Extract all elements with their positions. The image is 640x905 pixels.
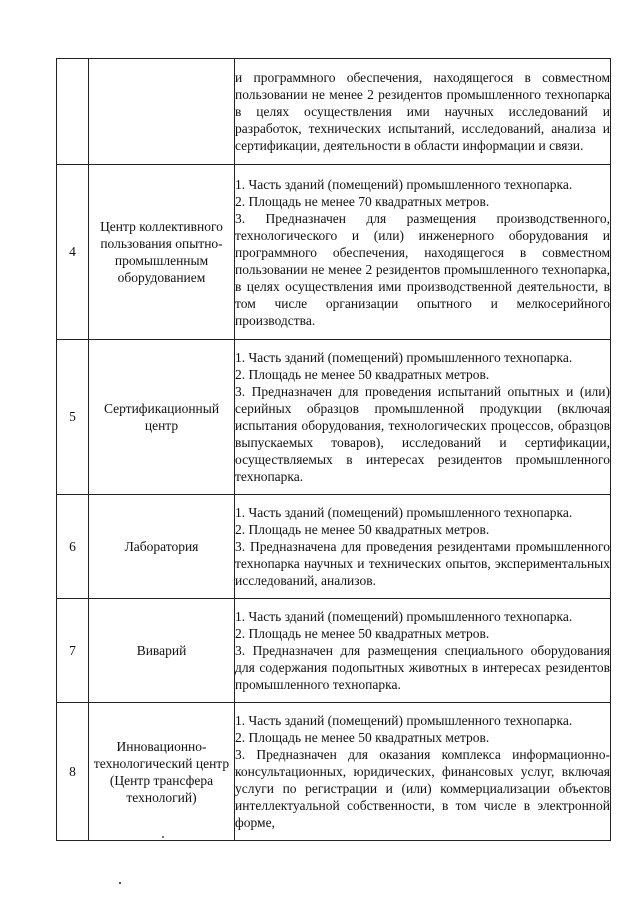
- row-description: [235, 703, 611, 841]
- row-number: 8: [57, 703, 89, 841]
- table-row: [57, 340, 611, 495]
- description-paragraph: 1. Часть зданий (помещений) промышленного технопарка.: [235, 713, 573, 728]
- row-name: Центр коллективного пользования опытно-промышленным оборудованием: [89, 165, 235, 340]
- row-description: [235, 59, 611, 165]
- description-paragraph: 2. Площадь не менее 70 квадратных метров.: [235, 193, 490, 209]
- row-name: Инновационно-технологический центр (Центр трансфера технологий): [89, 703, 235, 841]
- description-paragraph: 2. Площадь не менее 50 квадратных метров.: [235, 522, 490, 537]
- document-table: [56, 58, 611, 841]
- description-paragraph: 3. Предназначена для проведения резидентами промышленного технопарка научных и технических опытов, экспериментальных исследований, анализов.: [235, 539, 610, 588]
- scan-speck: [119, 882, 121, 884]
- description-paragraph: и программного обеспечения, находящегося в совместном пользовании не менее 2 резидентов промышленного технопарка в целях осуществления ими научных исследований и разработок, технических испытаний, исследований, анализа и сертификации, деятельности в области информации и связи.: [235, 70, 610, 153]
- row-name: Сертификационный центр: [89, 340, 235, 495]
- row-name: [89, 59, 235, 165]
- row-number: 5: [57, 340, 89, 495]
- row-description: [235, 599, 611, 703]
- row-name: Лаборатория: [89, 495, 235, 599]
- row-number: [57, 59, 89, 165]
- row-number: 6: [57, 495, 89, 599]
- table-row: [57, 599, 611, 703]
- table-row: [57, 495, 611, 599]
- description-paragraph: 3. Предназначен для оказания комплекса информационно-консультационных, юридических, финансовых услуг, включая услуги по регистрации и (или) коммерциализации объектов интеллектуальной собственности, в том числе в электронной форме,: [235, 747, 610, 830]
- description-paragraph: 1. Часть зданий (помещений) промышленного технопарка.: [235, 505, 573, 520]
- description-paragraph: 1. Часть зданий (помещений) промышленного технопарка.: [235, 609, 573, 624]
- table-row: [57, 703, 611, 841]
- description-paragraph: 3. Предназначен для проведения испытаний опытных и (или) серийных образцов промышленной продукции (включая испытания оборудования, технологических процессов, образцов выпускаемых товаров), исследований и сертификации, осуществляемых в интересах резидентов промышленного технопарка.: [235, 384, 610, 484]
- description-paragraph: 1. Часть зданий (помещений) промышленного технопарка.: [235, 350, 573, 365]
- description-paragraph: 3. Предназначен для размещения специального оборудования для содержания подопытных животных в интересах резидентов промышленного технопарка.: [235, 643, 610, 692]
- table-row: [57, 59, 611, 165]
- row-description: [235, 495, 611, 599]
- description-paragraph: 2. Площадь не менее 50 квадратных метров.: [235, 730, 490, 745]
- scan-speck: [162, 836, 164, 838]
- description-paragraph: 2. Площадь не менее 50 квадратных метров.: [235, 626, 490, 641]
- row-number: 4: [57, 165, 89, 340]
- row-number: 7: [57, 599, 89, 703]
- row-description: [235, 165, 611, 340]
- description-paragraph: 3. Предназначен для размещения производственного, технологического и (или) инженерного оборудования и программного обеспечения, находящегося в совместном пользовании не менее 2 резидентов промышленного технопарка, в целях осуществления ими производственной деятельности, в том числе организации опытного и мелкосерийного производства.: [235, 210, 610, 328]
- row-name: Виварий: [89, 599, 235, 703]
- description-paragraph: 1. Часть зданий (помещений) промышленного технопарка.: [235, 176, 573, 192]
- row-description: [235, 340, 611, 495]
- table-row: [57, 165, 611, 340]
- description-paragraph: 2. Площадь не менее 50 квадратных метров.: [235, 367, 490, 382]
